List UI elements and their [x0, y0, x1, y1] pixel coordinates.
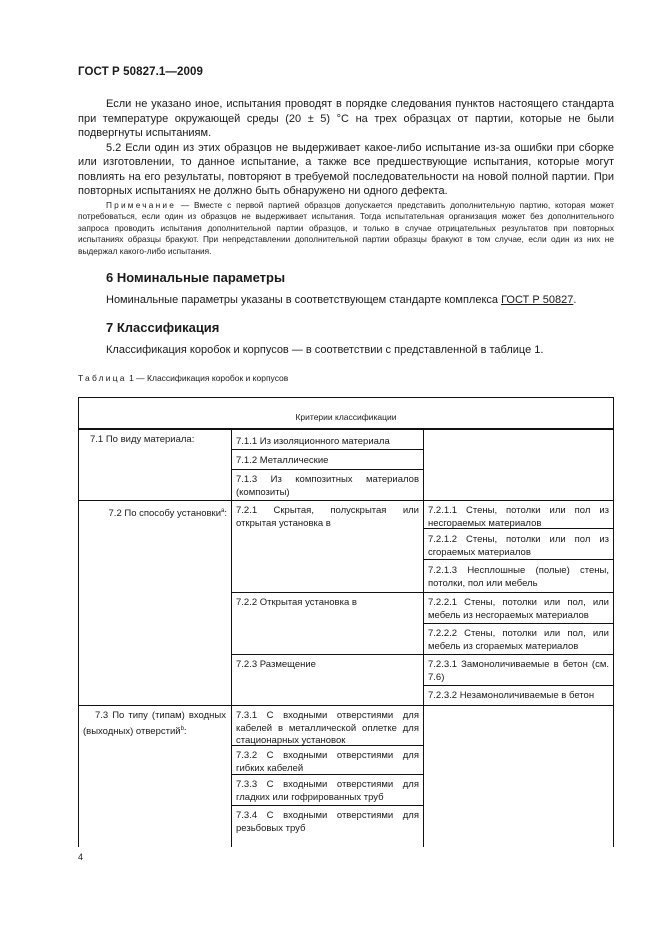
page-number: 4	[78, 852, 84, 862]
table-cell: 7.3.2 С входными отверстиями для гибких кабелей	[236, 750, 419, 774]
section-7-text: Классификация коробок и корпусов — в соответствии с представленной в таблице 1.	[106, 344, 544, 356]
table-cell: 7.1.3 Из композитных материалов (композиты)	[236, 474, 419, 498]
row-divider	[423, 559, 614, 560]
table-cell: 7.2.2.2 Стены, потолки или пол, или мебель из сгораемых материалов	[428, 628, 609, 652]
table-cell: 7.2.3.2 Незамоноличиваемые в бетон	[428, 690, 595, 701]
gost-50827-link[interactable]: ГОСТ Р 50827	[501, 294, 574, 306]
row-divider	[231, 592, 614, 593]
row-divider	[78, 500, 614, 501]
table-border	[78, 397, 79, 847]
row-divider	[231, 654, 614, 655]
table-cell: 7.2.3 Размещение	[236, 659, 316, 670]
row-divider	[231, 469, 424, 470]
table-cell: 7.2.2.1 Стены, потолки или пол, или мебель из несгораемых материалов	[428, 597, 609, 621]
group-7-2-label: 7.2 По способу установки$^a$:	[108, 508, 227, 520]
note-block	[78, 200, 614, 257]
row-divider	[231, 805, 424, 806]
table-cell: 7.2.3.1 Замоноличиваемые в бетон (см. 7.6)	[428, 659, 609, 683]
table-header-border	[78, 428, 614, 430]
row-divider	[423, 685, 614, 686]
table-cell: 7.1.2 Металлические	[236, 455, 329, 466]
section-7-title: 7 Классификация	[106, 320, 220, 335]
table-cell: 7.2.1.2 Стены, потолки или пол из сгораемых материалов	[428, 534, 609, 558]
table-header: Критерии классификации	[295, 412, 397, 422]
intro-paragraphs	[78, 97, 614, 199]
row-divider	[423, 623, 614, 624]
table-cell: 7.3.1 С входными отверстиями для кабелей в металлической оплетке для стационарных установок	[236, 710, 419, 746]
note-label: Примечание	[106, 200, 177, 210]
section-6-text: Номинальные параметры указаны в соответствующем стандарте комплекса ГОСТ Р 50827.	[106, 294, 577, 306]
document-code-header: ГОСТ Р 50827.1—2009	[78, 66, 203, 78]
table-border	[613, 397, 614, 847]
group-7-3-label: 7.3 По типу (типам) входных (выходных) отверстий$^b$:	[83, 710, 226, 737]
table-caption: Таблица 1 — Классификация коробок и корпусов	[78, 373, 289, 383]
table-cell: 7.2.1 Скрытая, полускрытая или открытая установка в	[236, 505, 419, 529]
group-7-1-label: 7.1 По виду материала:	[90, 434, 195, 445]
table-cell: 7.3.3 С входными отверстиями для гладких или гофрированных труб	[236, 779, 419, 803]
row-divider	[231, 449, 424, 450]
paragraph-5-2: 5.2 Если один из этих образцов не выдерживает какое-либо испытание из-за ошибки при сборке или изготовлении, то данное испытание, а также все предшествующие испытания, которые могут повлиять на его результаты, повторяют в требуемой последовательности на новой полной партии. При повторных испытаниях не должно быть обнаружено ни одного дефекта.	[78, 141, 614, 197]
table-cell: 7.1.1 Из изоляционного материала	[236, 436, 390, 447]
note-text: — Вместе с первой партией образцов допускается представить дополнительную партию, которая может потребоваться, если один из образцов не выдерживает испытания. Тогда испытательная организация может без дополнительного запроса проводить испытания дополнительной партии образцов, и только в случае отрицательных результатов при повторных испытаниях образцы бракуют. При непредставлении дополнительной партии образцы бракуют в том случае, если один из них не выдержал какого-либо испытания.	[78, 200, 614, 256]
table-border	[78, 397, 614, 398]
row-divider	[78, 705, 614, 706]
table-cell: 7.2.2 Открытая установка в	[236, 597, 357, 608]
table-cell: 7.2.1.1 Стены, потолки или пол из несгораемых материалов	[428, 505, 609, 529]
section-6-title: 6 Номинальные параметры	[106, 270, 286, 285]
table-cell: 7.3.4 С входными отверстиями для резьбовых труб	[236, 810, 419, 834]
table-cell: 7.2.1.3 Несплошные (полые) стены, потолки, пол или мебель	[428, 565, 609, 589]
paragraph-test-order: Если не указано иное, испытания проводят в порядке следования пунктов настоящего стандарта при температуре окружающей среды (20 ± 5) °С на трех образцах от партии, которые не были подвергнуты испытаниям.	[78, 98, 614, 139]
classification-table	[78, 397, 614, 847]
